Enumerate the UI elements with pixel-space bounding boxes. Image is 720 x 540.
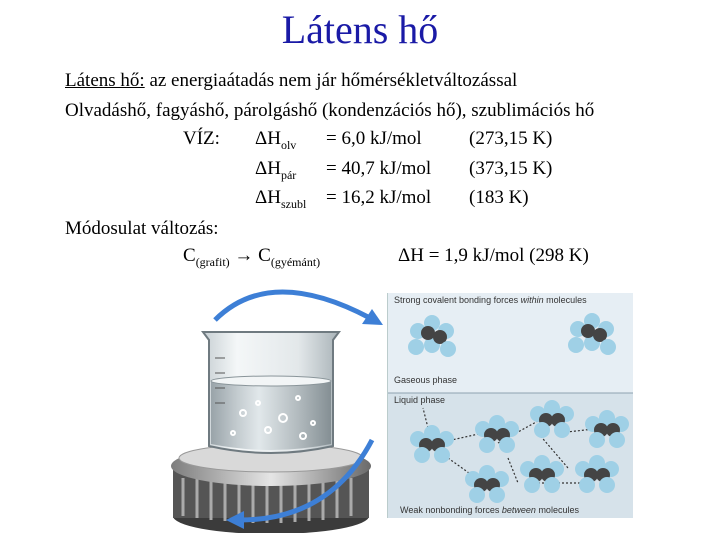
molecule-diagram-panel [387,293,633,518]
beaker-on-hotplate-image [163,318,378,533]
modification-enthalpy [398,245,589,267]
delta-h-subscript: pár [280,168,297,182]
definition-term: Látens hő: [65,70,145,91]
delta-h-symbol: ΔH [398,245,424,266]
page-title: Látens hő [281,7,439,52]
graphite-subscript: (grafit) [195,255,230,269]
carbon-symbol: C [183,245,196,266]
dh-par-temp: (373,15 K) [469,158,553,179]
dh-olv-temp: (273,15 K) [469,128,553,149]
delta-h-symbol: ΔH [255,158,281,179]
dh-szubl-temp: (183 K) [469,187,529,208]
caption-emphasis: between [501,505,536,515]
water-label: VÍZ: [183,128,220,149]
delta-h-subscript: olv [280,138,297,152]
definition-text: az energiaátadás nem jár hőmérsékletváltozással [144,70,518,91]
dh-par-value: = 40,7 kJ/mol [326,158,432,179]
reaction-equation [183,245,320,270]
delta-h-subscript: szubl [280,197,307,211]
dh-par-symbol [255,158,296,183]
modification-label: Módosulat változás: [65,218,219,239]
dh-olv-value: = 6,0 kJ/mol [326,128,422,149]
dh-szubl-symbol [255,187,306,212]
diamond-subscript: (gyémánt) [270,255,321,269]
nonbonding-caption [400,505,579,515]
delta-h-symbol: ΔH [255,128,281,149]
reaction-arrow-icon: → [234,245,254,266]
caption-emphasis: within [520,295,544,305]
caption-part: Weak nonbonding forces [400,505,502,515]
delta-h-symbol: ΔH [255,187,281,208]
liquid-phase-label: Liquid phase [394,395,446,405]
dh-olv-symbol [255,128,296,153]
definition-line [65,70,517,92]
carbon-symbol: C [258,245,271,266]
caption-part: Strong covalent bonding forces [394,295,521,305]
enthalpy-value: = 1,9 kJ/mol (298 K) [423,245,589,266]
caption-part: molecules [543,295,587,305]
covalent-caption [394,295,587,305]
gas-phase-label: Gaseous phase [394,375,458,385]
caption-part: molecules [535,505,579,515]
dh-szubl-value: = 16,2 kJ/mol [326,187,432,208]
examples-line: Olvadáshő, fagyáshő, párolgáshő (kondenzációs hő), szublimációs hő [65,100,595,121]
